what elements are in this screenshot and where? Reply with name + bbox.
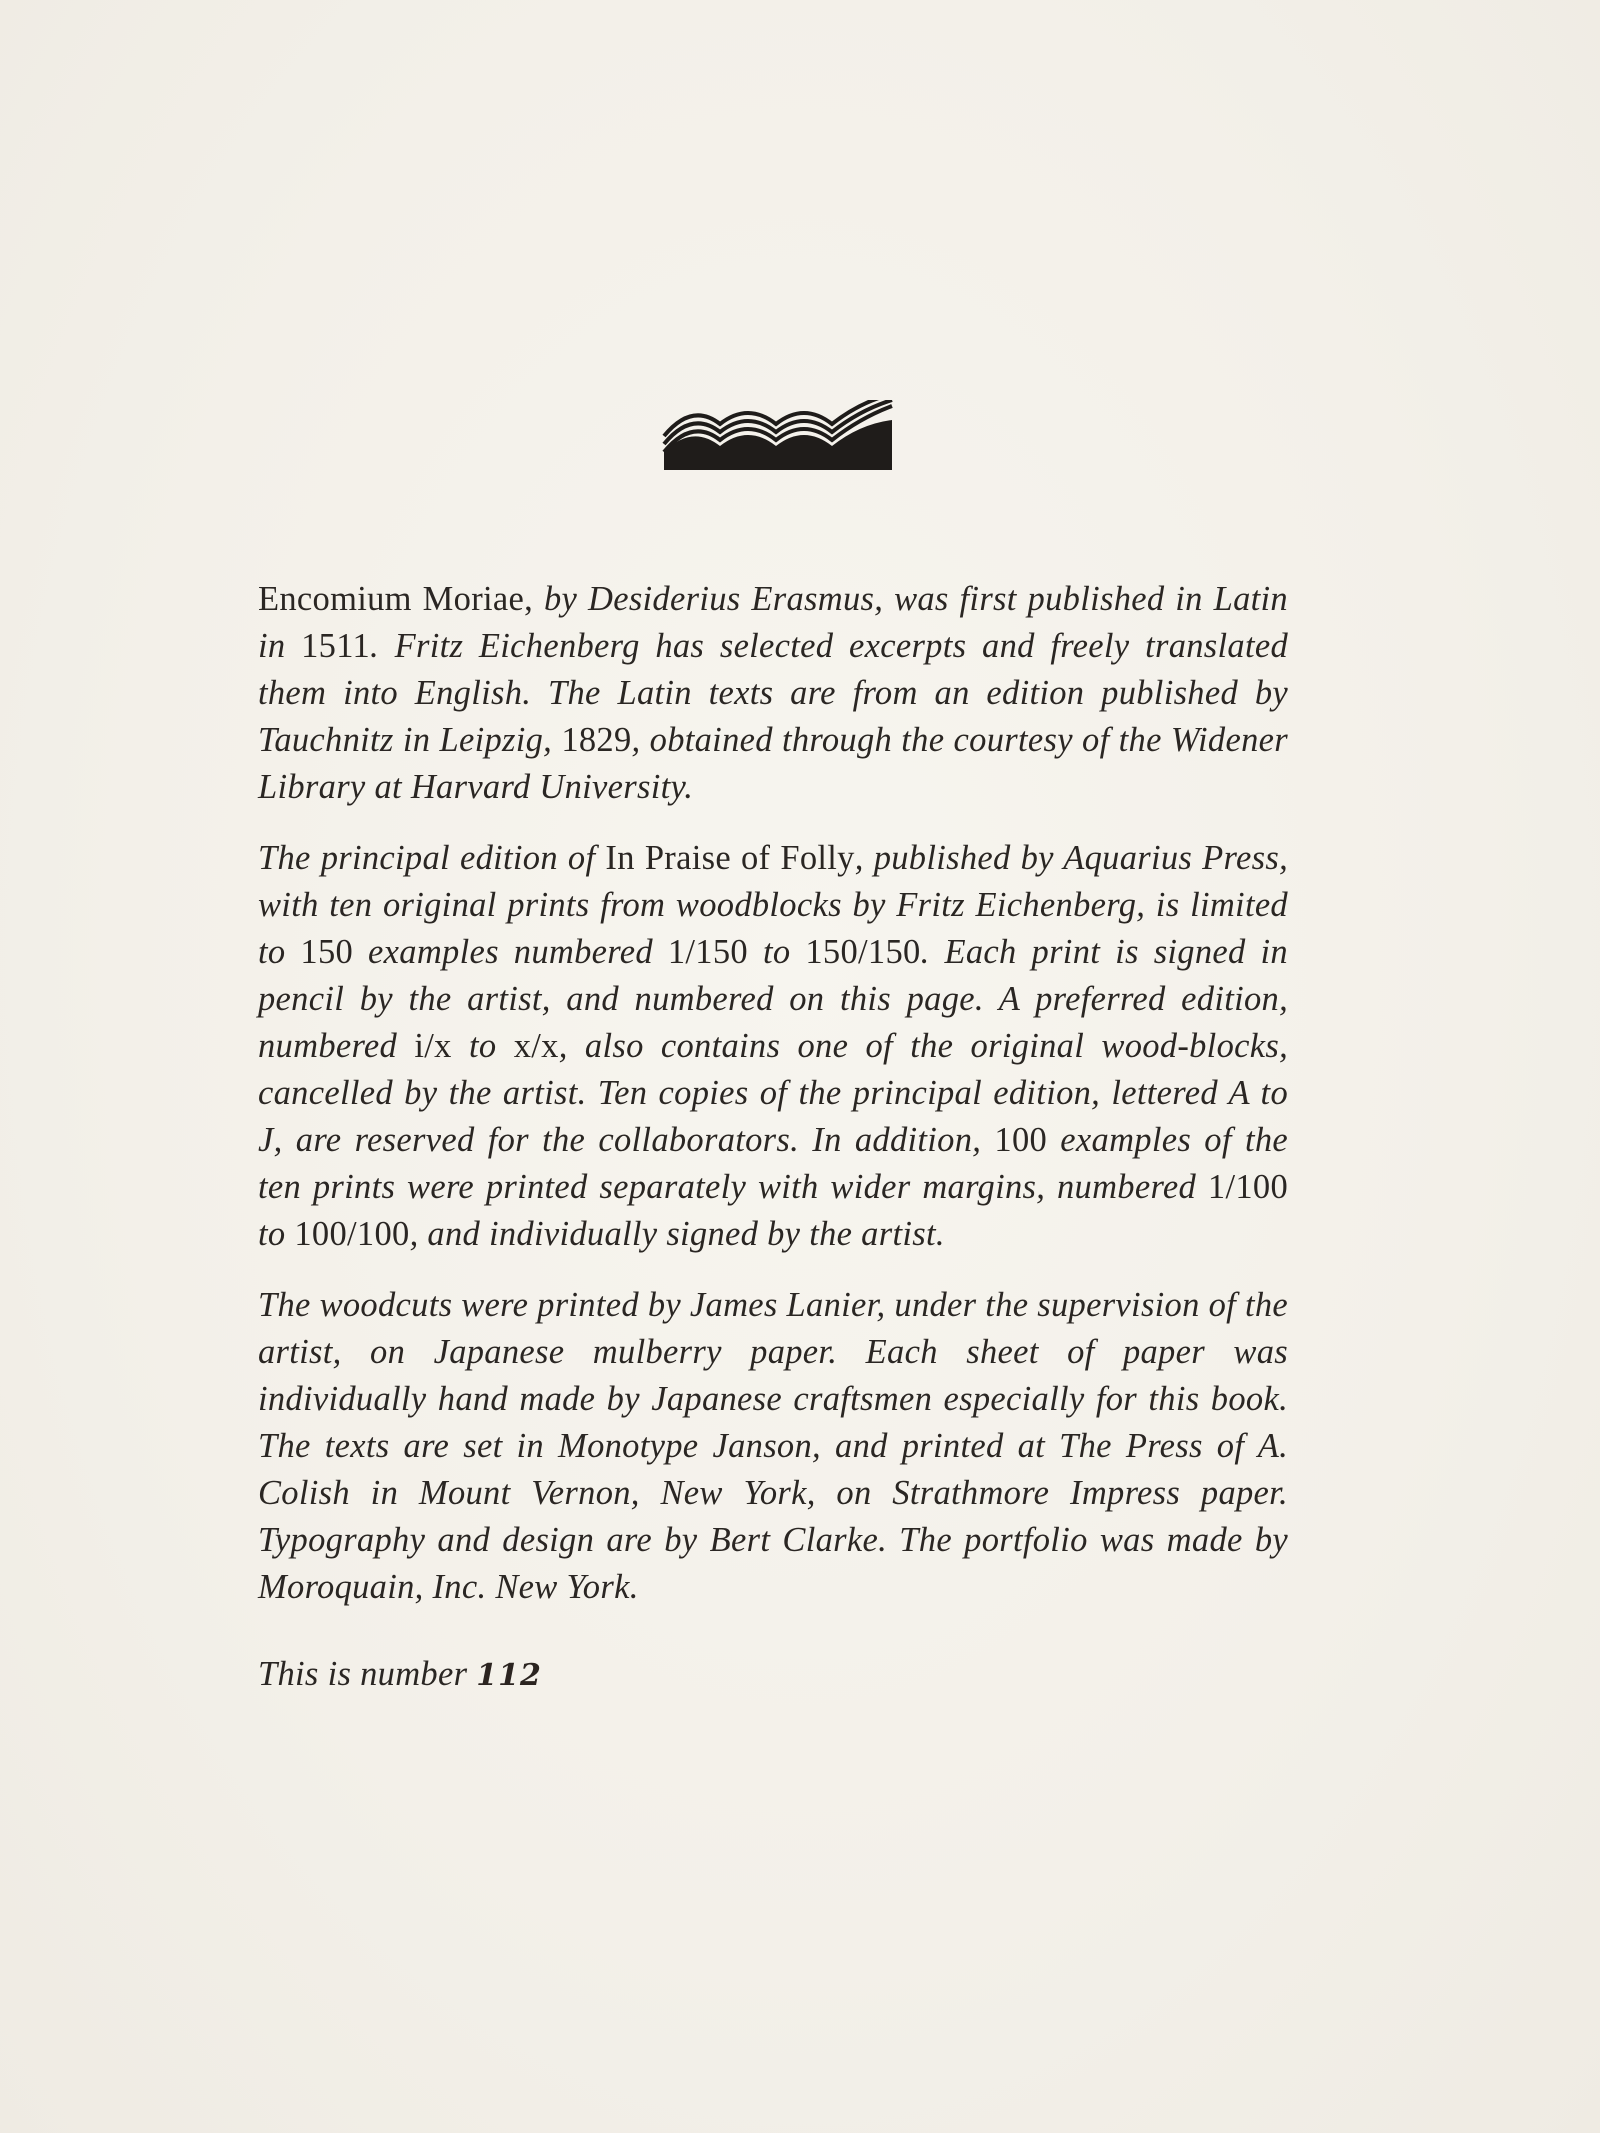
p2-text-g: , also contains one of the original wood-blocks, cancelled by the artist. Ten copies of the principal edition, lettered A to J, are reserved for the collaborators. In addition,	[258, 1027, 1288, 1159]
year-1829: 1829	[561, 721, 632, 759]
copy-number-line	[258, 1651, 1288, 1699]
paragraph-edition-details	[258, 835, 1288, 1258]
p3-text: The woodcuts were printed by James Lanier, under the supervision of the artist, on Japanese mulberry paper. Each sheet of paper was individually hand made by Japanese craftsmen especially for this book. The texts are set in Monotype Janson, and printed at The Press of A. Colish in Mount Vernon, New York, on Strathmore Impress paper. Typography and design are by Bert Clarke. The portfolio was made by Moroquain, Inc. New York.	[258, 1286, 1288, 1606]
range-end-150: 150/150	[805, 933, 921, 971]
range-end-100: 100/100	[294, 1215, 410, 1253]
wave-ornament-icon	[660, 400, 896, 470]
range-end-x: x/x	[513, 1027, 559, 1065]
count-100: 100	[994, 1121, 1048, 1159]
p2-text-b: , published by Aquarius Press, with ten original prints from woodblocks by Fritz Eichenberg, is limited to	[258, 839, 1288, 971]
work-title: Encomium Moriae,	[258, 580, 534, 618]
copy-number-value: 112	[476, 1658, 542, 1693]
count-150: 150	[300, 933, 354, 971]
year-1511: 1511	[301, 627, 371, 665]
p2-text-d: to	[747, 933, 806, 971]
p2-text-f: to	[451, 1027, 514, 1065]
copy-number-label: This is number	[258, 1655, 468, 1693]
p2-text-h: examples of the ten prints were printed separately with wider margins, numbered	[258, 1121, 1288, 1206]
range-start-150: 1/150	[667, 933, 748, 971]
paragraph-first-publication	[258, 576, 1288, 811]
paragraph-production-credits	[258, 1282, 1288, 1611]
p2-text-a: The principal edition of	[258, 839, 606, 877]
range-start-x: i/x	[414, 1027, 452, 1065]
p2-text-j: , and individually signed by the artist.	[409, 1215, 945, 1253]
p2-text-i: to	[258, 1215, 295, 1253]
range-start-100: 1/100	[1207, 1168, 1288, 1206]
p2-text-c: examples numbered	[353, 933, 668, 971]
p2-text-e: . Each print is signed in pencil by the artist, and numbered on this page. A preferred edition, numbered	[258, 933, 1288, 1065]
p1-text-a: by Desiderius Erasmus, was first published in Latin in	[258, 580, 1288, 665]
p1-text-b: . Fritz Eichenberg has selected excerpts and freely translated them into English. The Latin texts are from an edition published by Tauchnitz in Leipzig,	[258, 627, 1288, 759]
colophon-text	[258, 576, 1288, 1723]
p1-text-c: , obtained through the courtesy of the Widener Library at Harvard University.	[258, 721, 1288, 806]
book-title: In Praise of Folly	[605, 839, 855, 877]
